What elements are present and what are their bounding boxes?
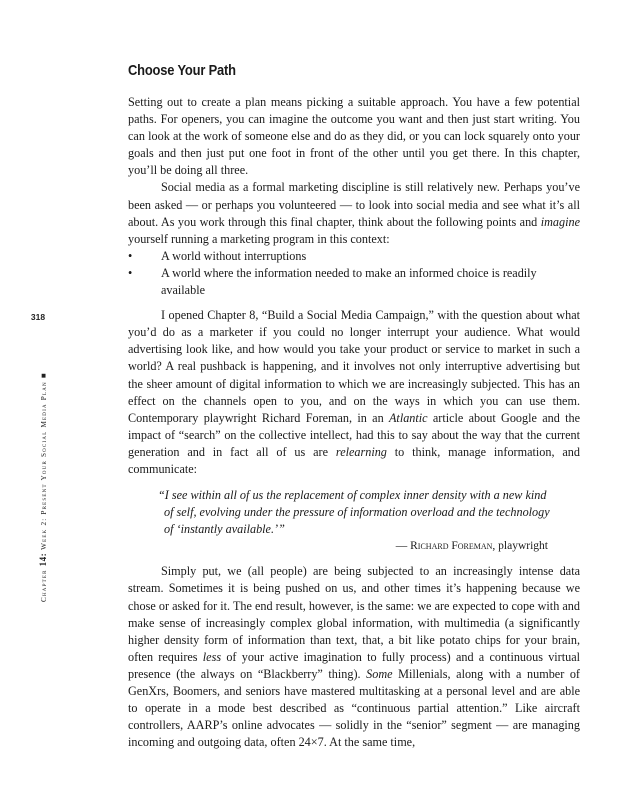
section-title: Choose Your Path bbox=[128, 62, 236, 79]
body-text bbox=[128, 94, 580, 751]
emphasis-some: Some bbox=[366, 666, 393, 681]
square-marker-icon: ■ bbox=[39, 372, 48, 379]
paragraph-1: Setting out to create a plan means picking a suitable approach. You have a few potential paths. For openers, you can imagine the outcome you want and then just start writing. You can look at the work of someone else and do as they did, or you can lock squarely onto your goals and then just put one foot in front of the other until you get there. In this chapter, you’ll be doing all three. bbox=[128, 95, 580, 178]
quote-author: Richard Foreman bbox=[410, 540, 493, 553]
emphasis-relearning: relearning bbox=[335, 444, 387, 459]
emphasis-imagine: imagine bbox=[540, 214, 580, 229]
list-item: • A world where the information needed to make an informed choice is readily available bbox=[128, 265, 537, 298]
chapter-title: Week 2: Present Your Social Media Plan bbox=[40, 381, 48, 550]
bullet-icon: • bbox=[128, 265, 133, 280]
quote-attribution: — Richard Foreman, playwright bbox=[395, 540, 548, 553]
page-number: 318 bbox=[30, 312, 46, 322]
quote-text: “I see within all of us the replacement of complex inner density with a new kind of self, evolving under the pressure of information overload and the technology of ‘instantly available.’” bbox=[158, 488, 550, 537]
bullet-list bbox=[128, 248, 580, 299]
running-head bbox=[38, 372, 48, 602]
bullet-icon: • bbox=[128, 248, 133, 263]
list-item: • A world without interruptions bbox=[128, 248, 580, 265]
chapter-label: Chapter bbox=[40, 569, 48, 602]
block-quote bbox=[158, 487, 558, 555]
emphasis-atlantic: Atlantic bbox=[388, 410, 428, 425]
paragraph-4: Simply put, we (all people) are being subjected to an increasingly intense data stream. Sometimes it is being pushed on us, and other times it’s happening because we chose or asked for it. The end result, however, is the same: we are expected to cope with and make sense of increasingly complex global information, with multimedia (a significantly higher density form of information than text, that, a bit like potato chips for your brain, often requires less of your active imagination to fully process) and a continuous virtual presence (the always on “Blackberry” thing). Some Millenials, along with a number of GenXrs, Boomers, and seniors have mastered multitasking at a personal level and are able to operate in a mode best described as “continuous partial attention.” Like aircraft controllers, AARP’s online advocates — solidly in the “senior” segment — are managing incoming and outgoing data, often 24×7. At the same time, bbox=[128, 564, 581, 750]
paragraph-3: I opened Chapter 8, “Build a Social Media Campaign,” with the question about what you’d do as a marketer if you could no longer interrupt your audience. What would advertising look like, and how would you take your product or service to market in such a world? A real pushback is happening, and it involves not only interruptive advertising but the sheer amount of digital information to which we are increasingly subjected. This has an effect on the channels open to you, and on the ways in which you can use them. Contemporary playwright Richard Foreman, in an Atlantic article about Google and the impact of “search” on the collective intellect, had this to say about the way that the current generation and in fact all of us are relearning to think, manage information, and communicate: bbox=[128, 308, 580, 476]
paragraph-2: Social media as a formal marketing discipline is still relatively new. Perhaps you’ve been asked — or perhaps you volunteered — to look into social media and see what it’s all about. As you work through this final chapter, think about the following points and imagine yourself running a marketing program in this context: bbox=[128, 180, 580, 246]
chapter-number: 14: bbox=[38, 552, 48, 567]
emphasis-less: less bbox=[202, 649, 222, 664]
